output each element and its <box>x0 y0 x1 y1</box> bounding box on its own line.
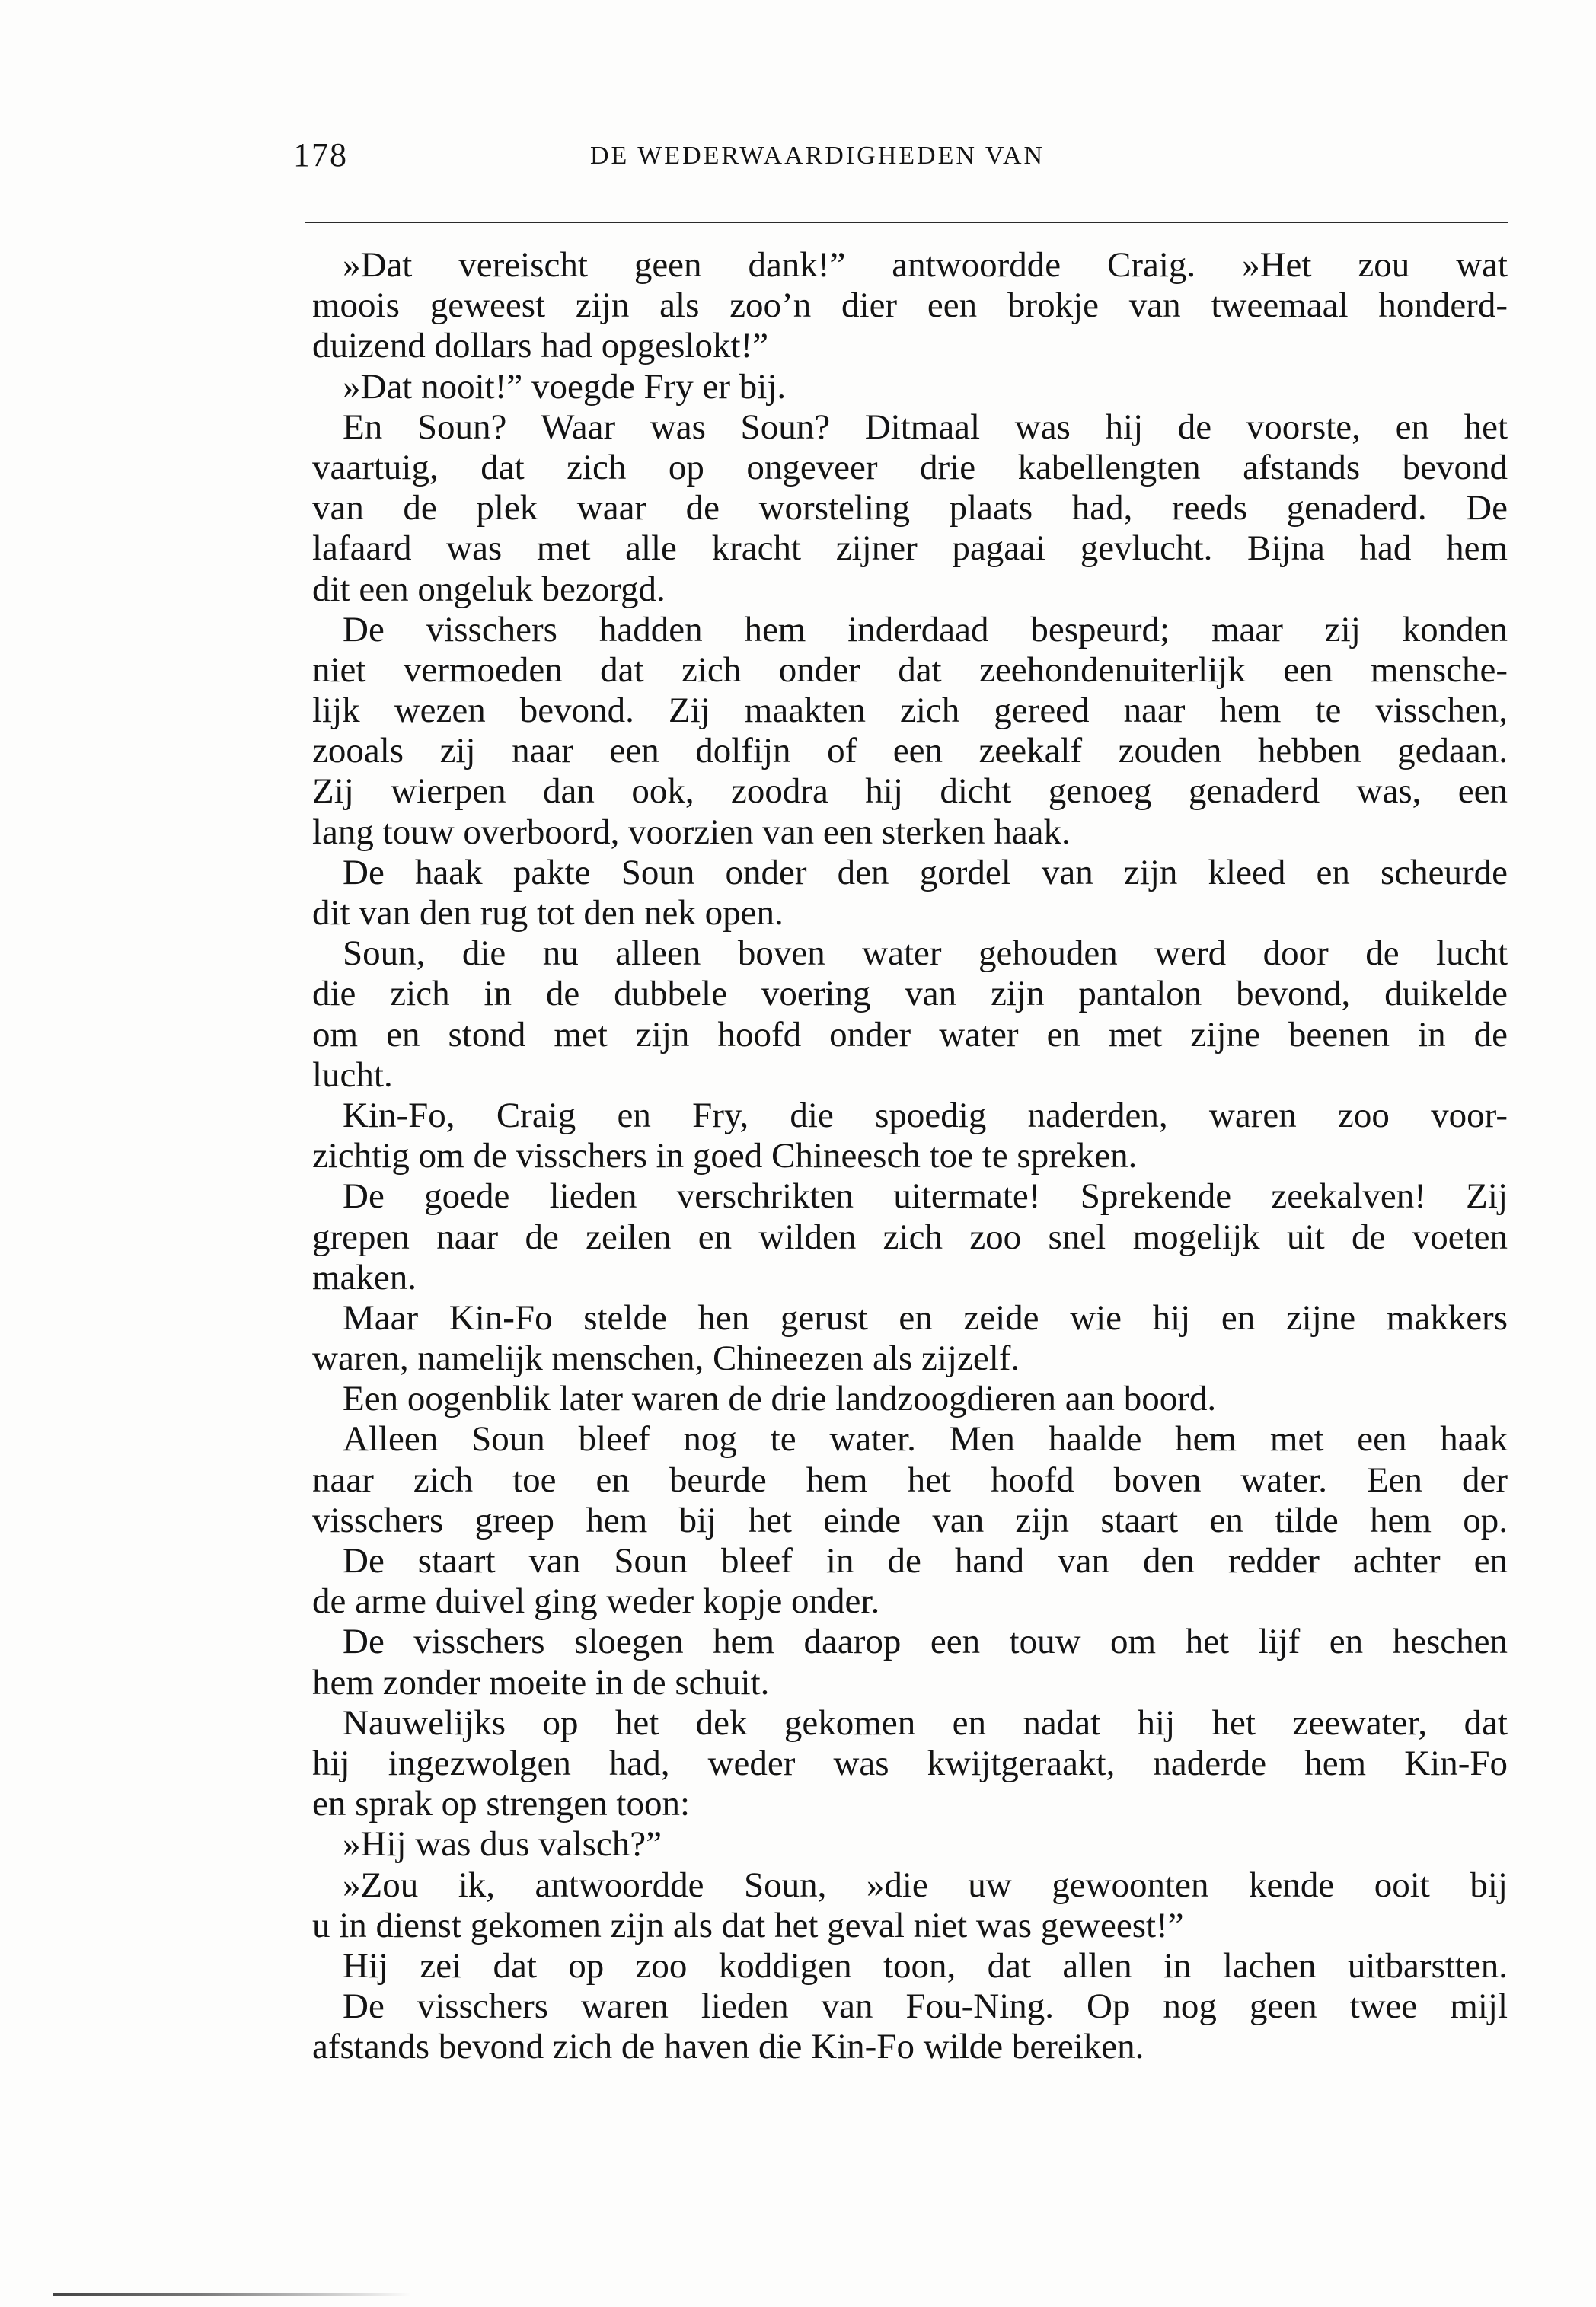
text-line: zooals zij naar een dolfijn of een zeekalf zouden hebben gedaan. <box>312 731 1508 771</box>
text-line: De haak pakte Soun onder den gordel van zijn kleed en scheurde <box>343 852 1508 892</box>
text-line: lafaard was met alle kracht zijner pagaai gevlucht. Bijna had hem <box>312 528 1508 569</box>
page-header <box>293 136 1511 189</box>
text-line: die zich in de dubbele voering van zijn pantalon bevond, duikelde <box>312 974 1508 1014</box>
running-title: DE WEDERWAARDIGHEDEN VAN <box>590 142 1045 170</box>
text-line: »Zou ik, antwoordde Soun, »die uw gewoonten kende ooit bij <box>343 1865 1508 1905</box>
text-line: afstands bevond zich de haven die Kin-Fo wilde bereiken. <box>312 2027 1144 2067</box>
text-line: Kin-Fo, Craig en Fry, die spoedig naderden, waren zoo voor- <box>343 1095 1508 1135</box>
text-line: van de plek waar de worsteling plaats had, reeds genaderd. De <box>312 488 1508 528</box>
scan-edge-mark <box>53 2293 411 2296</box>
text-line: hem zonder moeite in de schuit. <box>312 1662 770 1702</box>
text-line: visschers greep hem bij het einde van zijn staart en tilde hem op. <box>312 1500 1508 1540</box>
text-line: moois geweest zijn als zoo’n dier een brokje van tweemaal honderd- <box>312 286 1508 326</box>
text-line: dit van den rug tot den nek open. <box>312 893 784 933</box>
text-line: De goede lieden verschrikten uitermate! Sprekende zeekalven! Zij <box>343 1176 1508 1217</box>
text-line: lucht. <box>312 1055 393 1095</box>
text-line: vaartuig, dat zich op ongeveer drie kabellengten afstands bevond <box>312 447 1508 487</box>
text-line: »Dat nooit!” voegde Fry er bij. <box>343 366 787 407</box>
header-rule <box>305 222 1508 223</box>
text-line: grepen naar de zeilen en wilden zich zoo snel mogelijk uit de voeten <box>312 1217 1508 1257</box>
text-line: Nauwelijks op het dek gekomen en nadat hij het zeewater, dat <box>343 1702 1508 1743</box>
text-line: niet vermoeden dat zich onder dat zeehondenuiterlijk een mensche- <box>312 649 1508 690</box>
text-line: lijk wezen bevond. Zij maakten zich gereed naar hem te visschen, <box>312 691 1508 731</box>
text-line: om en stond met zijn hoofd onder water en met zijne beenen in de <box>312 1014 1508 1055</box>
text-line: zichtig om de visschers in goed Chineesch toe te spreken. <box>312 1136 1138 1176</box>
page-number: 178 <box>293 136 348 174</box>
text-line: naar zich toe en beurde hem het hoofd boven water. Een der <box>312 1460 1508 1500</box>
text-line: De visschers hadden hem inderdaad bespeurd; maar zij konden <box>343 609 1508 649</box>
text-line: Alleen Soun bleef nog te water. Men haalde hem met een haak <box>343 1419 1508 1460</box>
text-line: Maar Kin-Fo stelde hen gerust en zeide wie hij en zijne makkers <box>343 1297 1508 1338</box>
text-line: Zij wierpen dan ook, zoodra hij dicht genoeg genaderd was, een <box>312 771 1508 812</box>
text-line: »Dat vereischt geen dank!” antwoordde Craig. »Het zou wat <box>343 245 1508 285</box>
text-line: en sprak op strengen toon: <box>312 1784 691 1824</box>
text-line: »Hij was dus valsch?” <box>343 1824 662 1865</box>
text-line: Een oogenblik later waren de drie landzoogdieren aan boord. <box>343 1379 1217 1419</box>
text-line: hij ingezwolgen had, weder was kwijtgeraakt, naderde hem Kin-Fo <box>312 1743 1508 1783</box>
text-line: dit een ongeluk bezorgd. <box>312 569 666 609</box>
text-line: De staart van Soun bleef in de hand van den redder achter en <box>343 1541 1508 1581</box>
text-line: De visschers sloegen hem daarop een touw om het lijf en heschen <box>343 1622 1508 1662</box>
text-line: maken. <box>312 1257 417 1297</box>
body-text <box>312 245 1508 2067</box>
text-line: duizend dollars had opgeslokt!” <box>312 326 769 366</box>
text-line: De visschers waren lieden van Fou-Ning. Op nog geen twee mijl <box>343 1986 1508 2027</box>
text-line: lang touw overboord, voorzien van een sterken haak. <box>312 812 1071 852</box>
text-line: waren, namelijk menschen, Chineezen als zijzelf. <box>312 1339 1020 1379</box>
text-line: Hij zei dat op zoo koddigen toon, dat allen in lachen uitbarstten. <box>343 1945 1508 1986</box>
text-line: de arme duivel ging weder kopje onder. <box>312 1581 880 1622</box>
text-line: En Soun? Waar was Soun? Ditmaal was hij de voorste, en het <box>343 407 1508 447</box>
text-line: u in dienst gekomen zijn als dat het geval niet was geweest!” <box>312 1905 1184 1945</box>
text-line: Soun, die nu alleen boven water gehouden werd door de lucht <box>343 933 1508 974</box>
